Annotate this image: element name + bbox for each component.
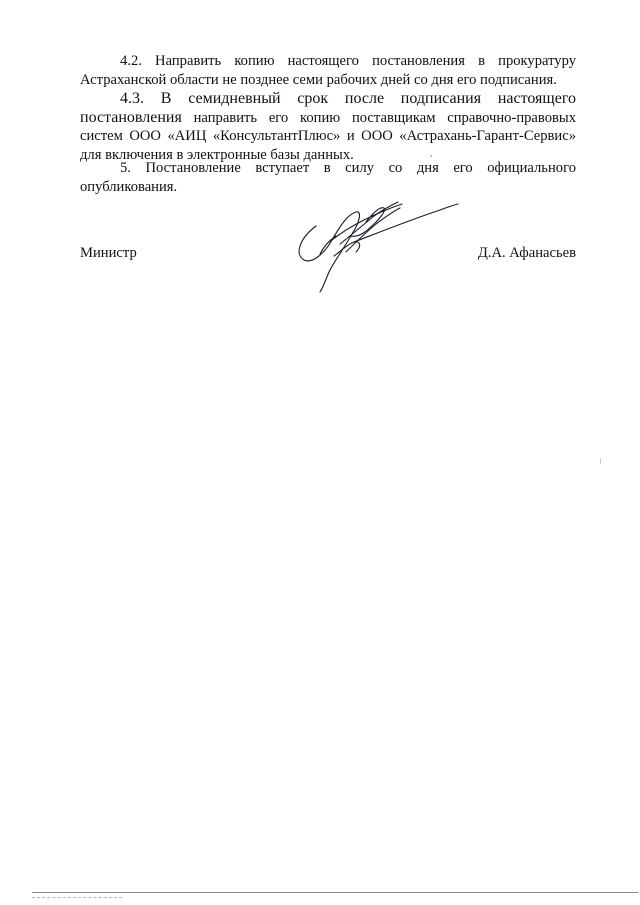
position-label: Министр [80,245,137,261]
paragraph-4-3-rest: направить его копию поставщикам справочно-правовых систем ООО «АИЦ «КонсультантПлюс» и ООО «Астрахань-Гарант-Сервис» для включения в электронные базы данных. [80,109,576,163]
paragraph-5 [80,159,576,196]
footer-rule [32,892,638,893]
paragraph-4-3-lead: 4.3. В семидневный срок после подписания настоящего постановления [80,90,576,126]
scan-speck [600,458,601,464]
paragraph-4-3 [80,90,576,164]
handwritten-signature [290,196,470,296]
signer-name: Д.А. Афанасьев [477,245,576,261]
scan-speck [430,155,432,157]
paragraph-4-2-text: 4.2. Направить копию настоящего постановления в прокуратуру Астраханской области не позднее семи рабочих дней со дня его подписания. [80,53,576,88]
paragraph-5-text: 5. Постановление вступает в силу со дня его официального опубликования. [80,160,576,195]
paragraph-4-2 [80,52,576,89]
footer-rule-dashed [32,897,122,898]
